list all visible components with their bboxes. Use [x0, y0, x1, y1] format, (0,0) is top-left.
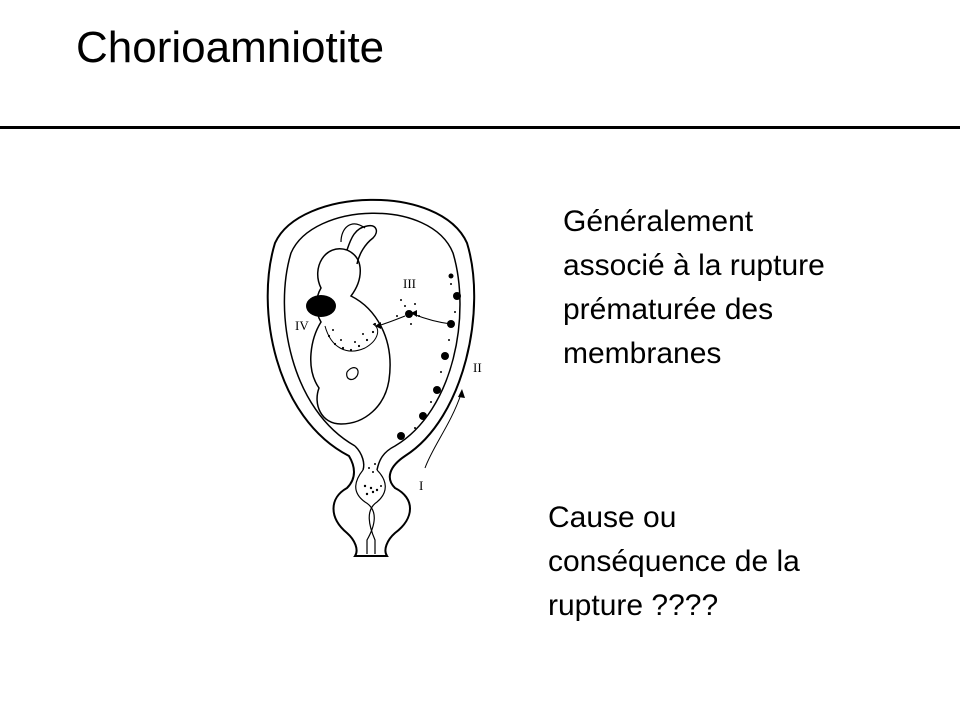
association-note-line: membranes [563, 337, 722, 370]
association-note-line: associé à la rupture [563, 249, 825, 282]
chorioamnionitis-illustration [255, 188, 485, 560]
slide-title: Chorioamniotite [76, 23, 385, 72]
question-note-line: conséquence de la [548, 545, 800, 578]
question-note [548, 496, 800, 628]
fetus-body [311, 249, 390, 424]
question-note-line: rupture ???? [548, 589, 719, 622]
fetus-head [306, 295, 336, 317]
label-iv: IV [295, 318, 309, 333]
arrow-ascending [425, 394, 461, 468]
cervical-canal [356, 470, 375, 554]
cervix-bacteria [364, 463, 382, 495]
association-note [563, 200, 825, 376]
question-note-line: Cause ou [548, 501, 677, 534]
label-ii: II [473, 360, 482, 375]
membrane-colonies [397, 274, 461, 441]
label-iii: III [403, 276, 416, 291]
association-note-line: prématurée des [563, 293, 774, 326]
association-note-line: Généralement [563, 205, 754, 238]
label-i: I [419, 478, 424, 493]
arrow-colony-to-fetus [377, 316, 405, 326]
title-divider [0, 126, 960, 129]
